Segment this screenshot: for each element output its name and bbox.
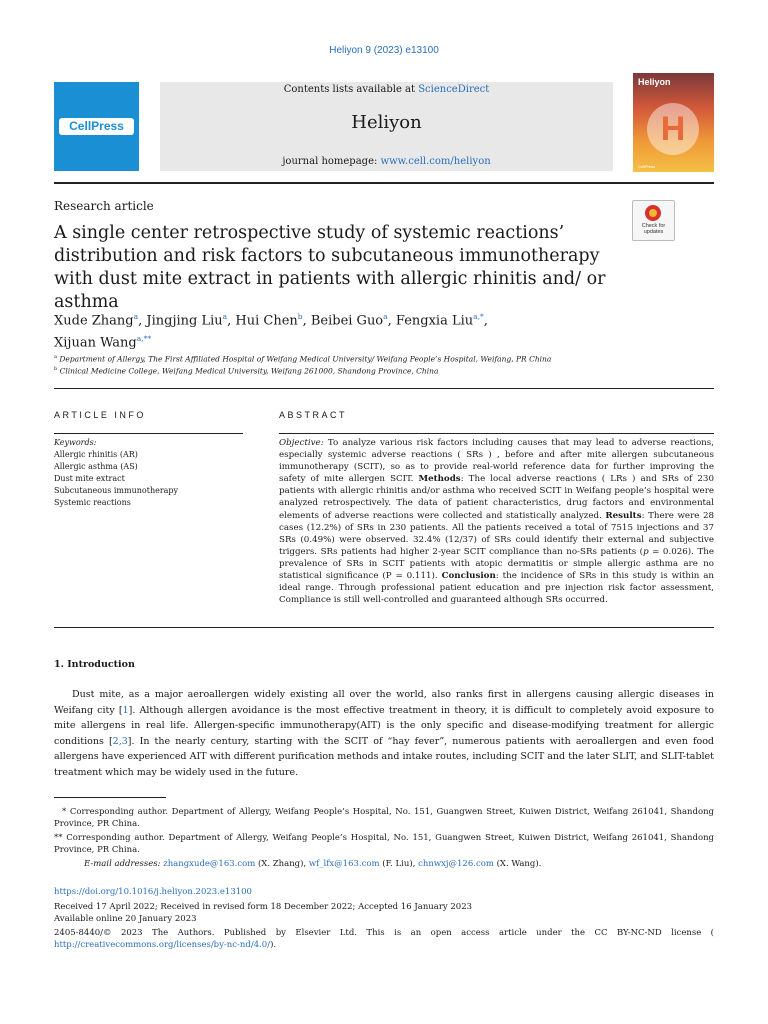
doi-text[interactable]: https://doi.org/10.1016/j.heliyon.2023.e13100 xyxy=(54,887,252,897)
check-for-updates-button[interactable] xyxy=(632,200,675,241)
author-separator: , xyxy=(138,313,147,329)
citation-link-1[interactable]: 1 xyxy=(122,704,129,716)
author-separator: , xyxy=(483,313,488,329)
available-online-date: Available online 20 January 2023 xyxy=(54,914,197,924)
author-separator: , xyxy=(387,313,396,329)
abstract-text xyxy=(279,437,714,606)
license-end: ). xyxy=(270,940,277,950)
section-heading-introduction: 1. Introduction xyxy=(54,659,135,670)
abstract-methods: : The local adverse reactions ( LRs ) and SRs of 230 patients with allergic rhinitis and/or asthma who received SCIT in Weifang people’s hospital were analyzed retrospectively. The data of patient characteristics, drug factors and environmental elements of adverse reactions were collected and statistically analyzed. xyxy=(279,474,714,521)
cover-letter: H xyxy=(660,110,686,148)
abstract-objective: To analyze various risk factors including causes that may lead to adverse reactions, especially systemic adverse reactions ( SRs ) , before and after mite allergen subcutaneous immunotherapy (SCIT), so as to provide real-world reference data for further improving the safety of mite allergen SCIT. xyxy=(279,438,714,485)
license-text: 2405-8440/© 2023 The Authors. Published by Elsevier Ltd. This is an open access article under the CC BY-NC-ND license ( xyxy=(54,928,714,938)
homepage-prefix: journal homepage: xyxy=(282,156,381,167)
title-divider xyxy=(54,388,714,389)
author-name[interactable]: Hui Chen xyxy=(235,313,298,329)
footnote-corresponding-1: * Corresponding author. Department of Allergy, Weifang People’s Hospital, No. 151, Guangwen Street, Kuiwen District, Weifang 261041, Shandong Province, PR China. xyxy=(54,807,714,829)
journal-masthead xyxy=(160,82,613,171)
abstract-conclusion-label: Conclusion xyxy=(441,571,496,582)
contents-prefix: Contents lists available at xyxy=(283,84,419,95)
abstract-results: : There were 28 cases (12.2%) of SRs in 230 patients. All the patients received a total of 7515 injections and 37 SRs (0.49%) were observed. 32.4% (12/37) of SRs could identify their external and subjective triggers. SRs patients had higher 2-year SCIT compliance than no-SRs patients ( xyxy=(279,510,714,557)
email-link[interactable]: chnwxj@126.com xyxy=(418,859,494,869)
affiliation-a xyxy=(54,354,714,364)
sciencedirect-link[interactable]: ScienceDirect xyxy=(418,84,490,95)
abstract-methods-label: Methods xyxy=(418,474,461,485)
abstract-results-cont: = 0.026). The prevalence of SRs in SCIT patients with atopic dermatitis or simple allergic asthma are no statistical significance (P = 0.111). xyxy=(279,546,714,582)
footnote-emails xyxy=(54,858,714,870)
abstract-conclusion: : the incidence of SRs in this study is within an ideal range. Through professional patient education and pre injection risk factor assessment, Compliance is still well-controlled and guaranteed although SRs occurred. xyxy=(279,571,714,606)
introduction-paragraph xyxy=(54,687,714,780)
author-name[interactable]: Beibei Guo xyxy=(310,313,384,329)
affiliation-a-text: Department of Allergy, The First Affiliated Hospital of Weifang Medical University/ Weifang People’s Hospital, Weifang, PR China xyxy=(59,354,552,364)
email-owner: (F. Liu), xyxy=(379,859,419,869)
email-owner: (X. Wang). xyxy=(493,859,542,869)
license-link[interactable]: http://creativecommons.org/licenses/by-nc-nd/4.0/ xyxy=(54,940,271,950)
intro-text-1: Dust mite, as a major aeroallergen widely existing all over the world, also ranks first in allergens causing allergic diseases in Weifang city [ xyxy=(54,689,714,716)
header-divider xyxy=(54,182,714,184)
author-name[interactable]: Jingjing Liu xyxy=(146,313,223,329)
intro-text-3: ]. In the nearly century, starting with the SCIT of “hay fever”, numerous patients with aeroallergen and even food allergens have experienced AIT with different purification methods and intake routes, including SCIT and the later SLIT, and SLIT-tablet treatment which may be widely used in the future. xyxy=(54,735,714,778)
email-owner: (X. Zhang), xyxy=(255,859,309,869)
journal-cover[interactable] xyxy=(633,73,714,172)
author-list xyxy=(54,308,694,353)
cellpress-logo[interactable] xyxy=(54,82,139,171)
keywords-block xyxy=(54,437,244,509)
author-separator: , xyxy=(302,313,311,329)
keyword-item: Dust mite extract xyxy=(54,474,125,483)
affiliation-b-text: Clinical Medicine College, Weifang Medical University, Weifang 261000, Shandong Province, China xyxy=(59,366,439,376)
author-name[interactable]: Xude Zhang xyxy=(54,313,134,329)
check-updates-line2: updates xyxy=(643,229,664,235)
author-affiliation-mark[interactable]: a xyxy=(133,312,139,321)
email-link[interactable]: zhangxude@163.com xyxy=(163,859,256,869)
article-info-label: ARTICLE INFO xyxy=(54,410,146,420)
doi-link[interactable] xyxy=(54,887,714,898)
keywords-list xyxy=(54,449,244,509)
intro-text-2: ]. Although allergen avoidance is the most effective treatment in theory, it is difficult to completely avoid exposure to mite allergens in real life. Allergen-specific immunotherapy(AIT) is the only specific and disease-modifying treatment for allergic conditions [ xyxy=(54,704,714,747)
journal-name: Heliyon xyxy=(351,112,422,133)
check-updates-icon xyxy=(645,205,661,221)
abstract-p-variable: p xyxy=(643,546,649,557)
author-affiliation-mark[interactable]: a xyxy=(383,312,388,321)
homepage-line xyxy=(160,156,613,167)
author-affiliation-mark[interactable]: a xyxy=(222,312,228,321)
license-line-2 xyxy=(54,940,714,951)
abstract-bottom-divider xyxy=(54,627,714,628)
article-type: Research article xyxy=(54,199,154,213)
author-affiliation-mark[interactable]: b xyxy=(297,312,303,321)
email-label: E-mail addresses: xyxy=(84,859,161,869)
author-name[interactable]: Xijuan Wang xyxy=(54,335,137,351)
abstract-divider xyxy=(279,433,714,434)
abstract-label: ABSTRACT xyxy=(279,410,348,420)
keywords-divider xyxy=(54,433,243,434)
author-name[interactable]: Fengxia Liu xyxy=(395,313,474,329)
received-dates: Received 17 April 2022; Received in revised form 18 December 2022; Accepted 16 January 2023 xyxy=(54,902,473,912)
license-line-1 xyxy=(54,928,714,939)
journal-reference[interactable]: Heliyon 9 (2023) e13100 xyxy=(329,45,439,56)
abstract-objective-label: Objective: xyxy=(279,438,324,448)
keywords-label: Keywords: xyxy=(54,438,97,447)
check-updates-icon-inner xyxy=(649,209,657,217)
contents-line xyxy=(160,84,613,95)
footnote-corresponding-2: ** Corresponding author. Department of Allergy, Weifang People’s Hospital, No. 151, Guangwen Street, Kuiwen District, Weifang 261041, Shandong Province, PR China. xyxy=(54,833,714,855)
check-updates-label xyxy=(633,223,674,235)
author-separator: , xyxy=(227,313,236,329)
check-updates-line1: Check for xyxy=(641,223,666,229)
abstract-results-label: Results xyxy=(605,510,642,521)
citation-link-2-3[interactable]: 2,3 xyxy=(112,735,128,747)
email-list xyxy=(163,859,541,869)
affiliation-a-mark: a xyxy=(54,354,57,360)
affiliation-b-mark: b xyxy=(54,366,58,372)
keyword-item: Subcutaneous immunotherapy xyxy=(54,486,179,495)
cover-title: Heliyon xyxy=(638,77,671,87)
author-affiliation-mark[interactable]: a,* xyxy=(473,312,484,321)
cover-footer: CellPress xyxy=(638,164,656,169)
keyword-item: Systemic reactions xyxy=(54,498,131,507)
article-title: A single center retrospective study of systemic reactions’ distribution and risk factors to subcutaneous immunotherapy with dust mite extract in patients with allergic rhinitis and/ or asthma xyxy=(54,223,606,312)
cellpress-logo-text: CellPress xyxy=(59,118,134,135)
author-affiliation-mark[interactable]: a,** xyxy=(136,334,152,344)
footnote-divider xyxy=(54,797,166,798)
affiliation-b xyxy=(54,366,714,376)
email-link[interactable]: wf_lfx@163.com xyxy=(308,859,380,869)
homepage-link[interactable]: www.cell.com/heliyon xyxy=(380,156,491,167)
keyword-item: Allergic asthma (AS) xyxy=(54,462,138,471)
keyword-item: Allergic rhinitis (AR) xyxy=(54,450,138,459)
